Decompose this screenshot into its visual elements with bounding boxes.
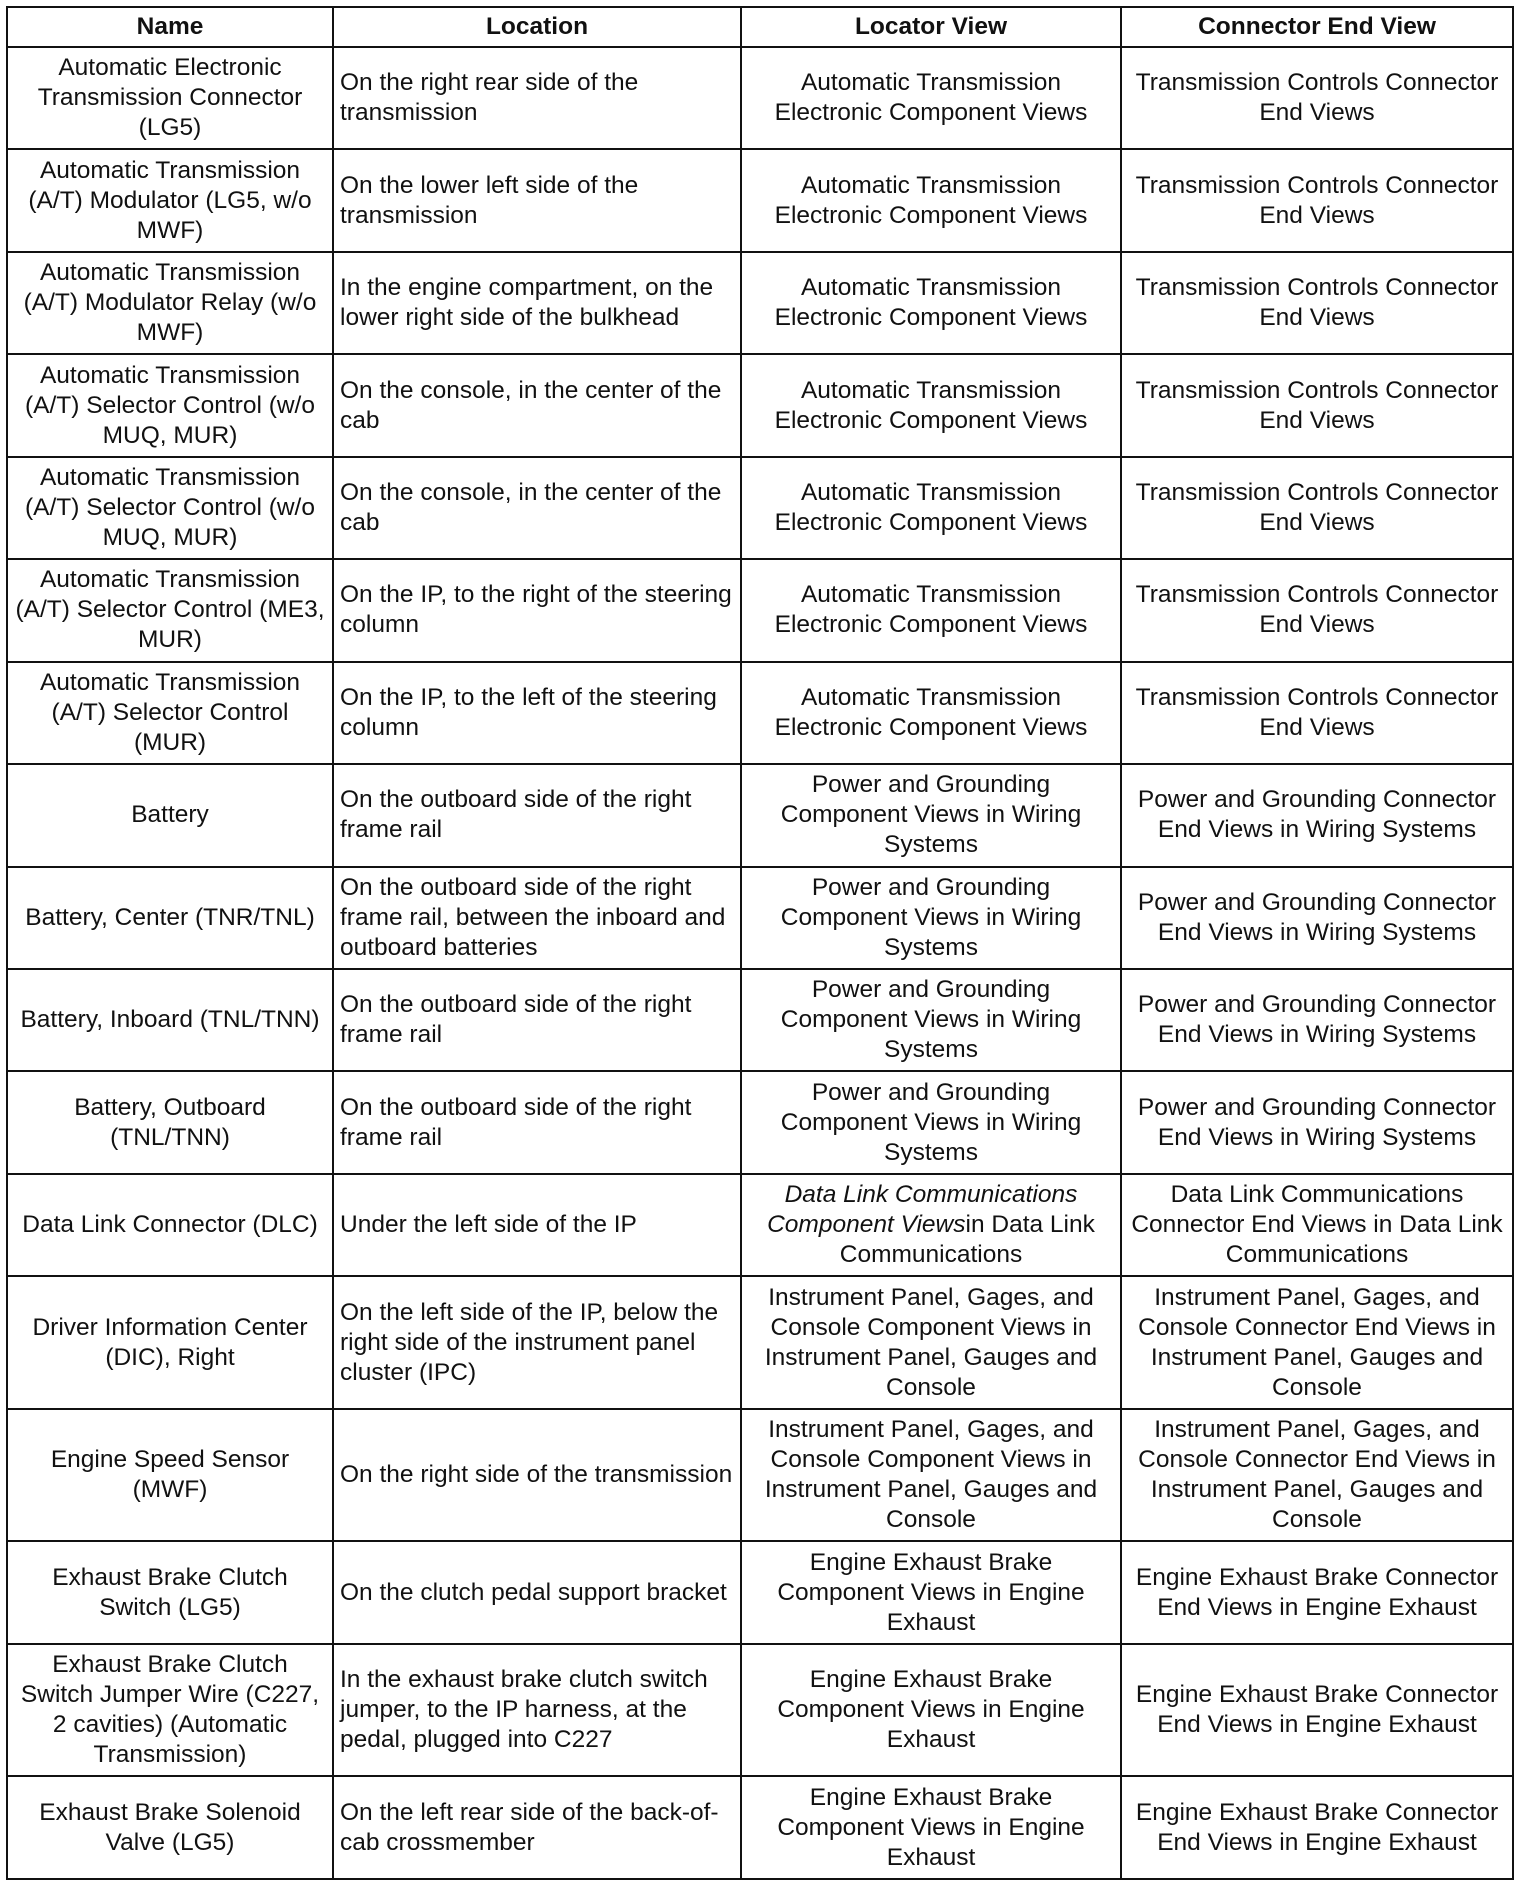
cell-connector-end-view: Transmission Controls Connector End Views [1121,252,1513,354]
header-connector-end-view: Connector End View [1121,7,1513,47]
table-row [7,1541,1513,1643]
cell-location: On the console, in the center of the cab [333,354,741,456]
cell-locator-view: Engine Exhaust Brake Component Views in Engine Exhaust [741,1541,1121,1643]
cell-location: On the IP, to the left of the steering column [333,662,741,764]
locator-view-text: in Data Link Communications [839,1211,1095,1269]
table-row [7,1776,1513,1879]
cell-name: Battery, Center (TNR/TNL) [7,867,333,969]
cell-location: On the outboard side of the right frame rail [333,1071,741,1173]
locator-view-italic-text: Data Link Communications Component Views [767,1181,1078,1239]
cell-locator-view: Automatic Transmission Electronic Component Views [741,252,1121,354]
cell-locator-view: Instrument Panel, Gages, and Console Component Views in Instrument Panel, Gauges and Console [741,1276,1121,1409]
cell-location: In the exhaust brake clutch switch jumper, to the IP harness, at the pedal, plugged into C227 [333,1644,741,1777]
cell-locator-view: Instrument Panel, Gages, and Console Component Views in Instrument Panel, Gauges and Console [741,1409,1121,1542]
cell-location: On the right rear side of the transmission [333,47,741,149]
cell-location: On the outboard side of the right frame rail [333,969,741,1071]
cell-connector-end-view: Transmission Controls Connector End Views [1121,149,1513,251]
cell-connector-end-view: Transmission Controls Connector End Views [1121,47,1513,149]
table-row [7,764,1513,866]
cell-locator-view: Automatic Transmission Electronic Component Views [741,662,1121,764]
cell-locator-view: Automatic Transmission Electronic Component Views [741,149,1121,251]
cell-locator-view: Engine Exhaust Brake Component Views in Engine Exhaust [741,1644,1121,1777]
table-row [7,969,1513,1071]
table-row [7,457,1513,559]
cell-locator-view: Engine Exhaust Brake Component Views in Engine Exhaust [741,1776,1121,1879]
cell-locator-view: Automatic Transmission Electronic Component Views [741,354,1121,456]
cell-name: Automatic Transmission (A/T) Modulator Relay (w/o MWF) [7,252,333,354]
cell-name: Battery [7,764,333,866]
cell-name: Automatic Transmission (A/T) Selector Control (w/o MUQ, MUR) [7,457,333,559]
cell-connector-end-view: Instrument Panel, Gages, and Console Connector End Views in Instrument Panel, Gauges and Console [1121,1276,1513,1409]
cell-location: On the left side of the IP, below the right side of the instrument panel cluster (IPC) [333,1276,741,1409]
cell-locator-view: Automatic Transmission Electronic Component Views [741,457,1121,559]
header-row [7,7,1513,47]
table-row [7,662,1513,764]
table-row [7,47,1513,149]
cell-location: On the outboard side of the right frame rail, between the inboard and outboard batteries [333,867,741,969]
cell-name: Automatic Transmission (A/T) Selector Control (ME3, MUR) [7,559,333,661]
cell-locator-view: Automatic Transmission Electronic Component Views [741,47,1121,149]
cell-locator-view: Power and Grounding Component Views in Wiring Systems [741,867,1121,969]
table-row [7,1276,1513,1409]
cell-locator-view: Power and Grounding Component Views in Wiring Systems [741,969,1121,1071]
cell-location: On the console, in the center of the cab [333,457,741,559]
table-row [7,559,1513,661]
cell-location: Under the left side of the IP [333,1174,741,1276]
cell-connector-end-view: Power and Grounding Connector End Views in Wiring Systems [1121,764,1513,866]
cell-connector-end-view: Engine Exhaust Brake Connector End Views in Engine Exhaust [1121,1776,1513,1879]
cell-locator-view: Automatic Transmission Electronic Component Views [741,559,1121,661]
component-locator-table [6,6,1514,1880]
table-row [7,1644,1513,1777]
cell-location: On the IP, to the right of the steering column [333,559,741,661]
header-locator-view: Locator View [741,7,1121,47]
cell-name: Battery, Outboard (TNL/TNN) [7,1071,333,1173]
cell-name: Exhaust Brake Solenoid Valve (LG5) [7,1776,333,1879]
cell-locator-view: Power and Grounding Component Views in Wiring Systems [741,1071,1121,1173]
cell-name: Automatic Transmission (A/T) Selector Control (MUR) [7,662,333,764]
cell-name: Automatic Transmission (A/T) Modulator (LG5, w/o MWF) [7,149,333,251]
cell-location: On the lower left side of the transmission [333,149,741,251]
table-row [7,1071,1513,1173]
header-location: Location [333,7,741,47]
cell-connector-end-view: Transmission Controls Connector End Views [1121,559,1513,661]
cell-connector-end-view: Transmission Controls Connector End Views [1121,354,1513,456]
cell-name: Automatic Transmission (A/T) Selector Control (w/o MUQ, MUR) [7,354,333,456]
cell-name: Data Link Connector (DLC) [7,1174,333,1276]
cell-connector-end-view: Instrument Panel, Gages, and Console Connector End Views in Instrument Panel, Gauges and Console [1121,1409,1513,1542]
cell-name: Engine Speed Sensor (MWF) [7,1409,333,1542]
cell-location: On the clutch pedal support bracket [333,1541,741,1643]
cell-location: In the engine compartment, on the lower right side of the bulkhead [333,252,741,354]
table-row [7,149,1513,251]
table-row [7,252,1513,354]
cell-location: On the left rear side of the back-of-cab crossmember [333,1776,741,1879]
cell-connector-end-view: Power and Grounding Connector End Views in Wiring Systems [1121,1071,1513,1173]
header-name: Name [7,7,333,47]
cell-connector-end-view: Engine Exhaust Brake Connector End Views in Engine Exhaust [1121,1644,1513,1777]
cell-connector-end-view: Data Link Communications Connector End Views in Data Link Communications [1121,1174,1513,1276]
table-row [7,1409,1513,1542]
cell-locator-view [741,1174,1121,1276]
table-row [7,867,1513,969]
cell-location: On the right side of the transmission [333,1409,741,1542]
cell-connector-end-view: Transmission Controls Connector End Views [1121,662,1513,764]
cell-name: Automatic Electronic Transmission Connector (LG5) [7,47,333,149]
cell-connector-end-view: Transmission Controls Connector End Views [1121,457,1513,559]
cell-name: Battery, Inboard (TNL/TNN) [7,969,333,1071]
cell-locator-view: Power and Grounding Component Views in Wiring Systems [741,764,1121,866]
table-row [7,354,1513,456]
cell-name: Exhaust Brake Clutch Switch (LG5) [7,1541,333,1643]
cell-name: Driver Information Center (DIC), Right [7,1276,333,1409]
cell-connector-end-view: Engine Exhaust Brake Connector End Views in Engine Exhaust [1121,1541,1513,1643]
cell-connector-end-view: Power and Grounding Connector End Views in Wiring Systems [1121,969,1513,1071]
cell-name: Exhaust Brake Clutch Switch Jumper Wire (C227, 2 cavities) (Automatic Transmission) [7,1644,333,1777]
cell-location: On the outboard side of the right frame rail [333,764,741,866]
table-row [7,1174,1513,1276]
cell-connector-end-view: Power and Grounding Connector End Views in Wiring Systems [1121,867,1513,969]
